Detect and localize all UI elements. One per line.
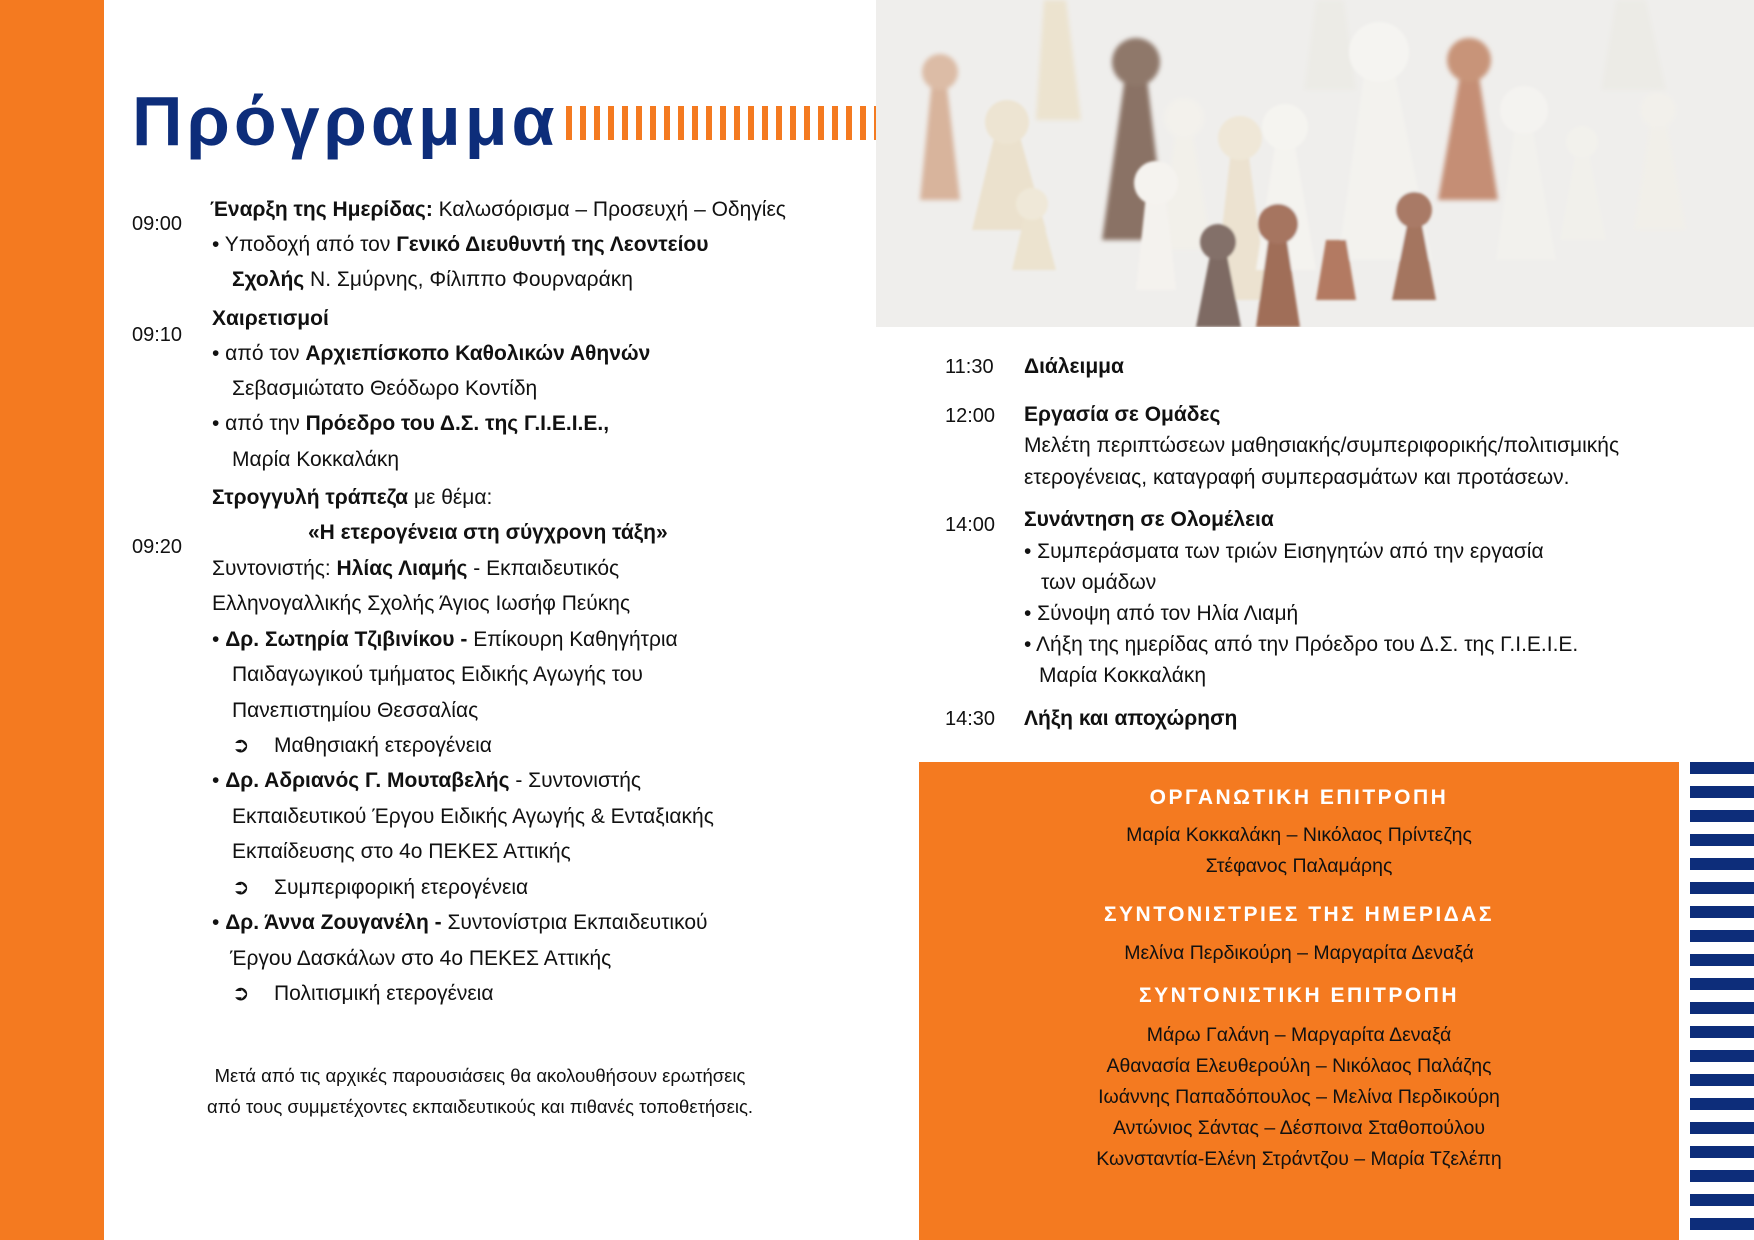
schedule-line xyxy=(1024,507,1274,533)
text: με θέμα: xyxy=(408,486,493,509)
schedule-line xyxy=(230,946,611,972)
right-stripes-decoration xyxy=(1690,762,1754,1240)
schedule-time: 09:10 xyxy=(132,324,183,346)
text: Συντονίστρια Εκπαιδευτικού xyxy=(441,911,708,934)
schedule-line xyxy=(1024,632,1578,658)
schedule-line xyxy=(1024,402,1220,428)
header-photo xyxy=(876,0,1754,327)
schedule-time: 14:00 xyxy=(945,514,996,536)
schedule-line xyxy=(212,306,329,332)
committee-heading: ΣΥΝΤΟΝΙΣΤΙΚΗ ΕΠΙΤΡΟΠΗ xyxy=(1139,984,1459,1007)
schedule-line xyxy=(1024,433,1619,459)
schedule-line xyxy=(1024,601,1298,627)
arrow-icon: ➲ xyxy=(232,982,250,1005)
schedule-line xyxy=(232,839,571,865)
schedule-line xyxy=(232,662,643,688)
schedule-line xyxy=(232,733,492,759)
text: • Συμπεράσματα των τριών Εισηγητών από την εργασία xyxy=(1024,540,1544,563)
text: Παιδαγωγικού τμήματος Ειδικής Αγωγής του xyxy=(232,663,643,686)
text: Μαρία Κοκκαλάκη xyxy=(1039,664,1207,687)
schedule-line xyxy=(212,232,708,258)
text: • xyxy=(212,769,226,792)
committee-member-line: Μάρω Γαλάνη – Μαργαρίτα Δεναξά xyxy=(1146,1024,1452,1046)
text: Πολιτισμική ετερογένεια xyxy=(274,982,494,1005)
text: Σεβασμιώτατο Θεόδωρο Κοντίδη xyxy=(232,377,538,400)
schedule-time: 11:30 xyxy=(945,356,994,378)
schedule-line xyxy=(232,376,537,402)
schedule-line xyxy=(212,910,708,936)
text: Έργου Δασκάλων στο 4ο ΠΕΚΕΣ Αττικής xyxy=(230,947,612,970)
schedule-line xyxy=(1039,663,1206,689)
bold-text: Δρ. Άννα Ζουγανέλη - xyxy=(225,911,442,934)
text: ετερογένειας, καταγραφή συμπερασμάτων και προτάσεων. xyxy=(1024,466,1570,489)
schedule-line xyxy=(232,804,714,830)
bold-text: Στρογγυλή τράπεζα xyxy=(212,486,409,509)
schedule-time: 12:00 xyxy=(945,405,996,427)
bold-text: Δρ. Σωτηρία Τζιβινίκου - xyxy=(225,628,468,651)
text: Μαθησιακή ετερογένεια xyxy=(274,734,492,757)
left-orange-bar xyxy=(0,0,104,1240)
arrow-icon: ➲ xyxy=(232,876,250,899)
text: • από τον xyxy=(212,342,306,365)
schedule-line xyxy=(212,411,609,437)
title-stripes-decoration xyxy=(566,106,876,140)
schedule-line xyxy=(212,556,619,582)
schedule-time: 09:00 xyxy=(132,213,183,235)
arrow-icon: ➲ xyxy=(232,734,250,757)
text: • Σύνοψη από τον Ηλία Λιαμή xyxy=(1024,602,1299,625)
committee-heading: ΣΥΝΤΟΝΙΣΤΡΙΕΣ ΤΗΣ ΗΜΕΡΙΔΑΣ xyxy=(1103,903,1495,926)
schedule-line xyxy=(212,627,678,653)
schedule-line xyxy=(308,520,668,546)
bold-text: Διάλειμμα xyxy=(1024,355,1124,378)
schedule-line xyxy=(212,341,650,367)
text: Εκπαίδευσης στο 4ο ΠΕΚΕΣ Αττικής xyxy=(232,840,571,863)
schedule-line xyxy=(210,197,786,223)
text: Ελληνογαλλικής Σχολής Άγιος Ιωσήφ Πεύκης xyxy=(212,592,631,615)
schedule-line xyxy=(212,485,492,511)
schedule-line xyxy=(232,875,528,901)
schedule-time: 09:20 xyxy=(132,536,183,558)
footnote-line: Μετά από τις αρχικές παρουσιάσεις θα ακολουθήσουν ερωτήσεις xyxy=(214,1065,746,1086)
wooden-figures-image xyxy=(876,0,1754,327)
text: Μαρία Κοκκαλάκη xyxy=(232,448,400,471)
committee-member-line: Ιωάννης Παπαδόπουλος – Μελίνα Περδικούρη xyxy=(1098,1086,1500,1108)
schedule-line xyxy=(212,591,630,617)
footnote-line: από τους συμμετέχοντες εκπαιδευτικούς και πιθανές τοποθετήσεις. xyxy=(207,1096,753,1117)
text: Συμπεριφορική ετερογένεια xyxy=(274,876,529,899)
schedule-line xyxy=(1024,354,1124,380)
text: • Υποδοχή από τον xyxy=(212,233,397,256)
schedule-line xyxy=(1024,539,1544,565)
schedule-line xyxy=(212,768,641,794)
bold-text: Λήξη και αποχώρηση xyxy=(1024,707,1238,730)
bold-text: Έναρξη της Ημερίδας: xyxy=(210,198,433,221)
schedule-time: 14:30 xyxy=(945,708,996,730)
schedule-line xyxy=(232,447,399,473)
bold-text: Χαιρετισμοί xyxy=(212,307,329,330)
text: - Συντονιστής xyxy=(509,769,642,792)
bold-text: Δρ. Αδριανός Γ. Μουταβελής xyxy=(225,769,510,792)
committee-member-line: Αντώνιος Σάντας – Δέσποινα Σταθοπούλου xyxy=(1112,1117,1485,1139)
committee-heading: ΟΡΓΑΝΩΤΙΚΗ ΕΠΙΤΡΟΠΗ xyxy=(1149,786,1449,809)
schedule-line xyxy=(1024,465,1570,491)
committee-box xyxy=(919,762,1679,1240)
text: • xyxy=(212,911,226,934)
text: των ομάδων xyxy=(1041,571,1157,594)
bold-text: Ηλίας Λιαμής xyxy=(336,557,468,580)
text: • από την xyxy=(212,412,306,435)
text: Εκπαιδευτικού Έργου Ειδικής Αγωγής & Ενταξιακής xyxy=(232,805,714,828)
bold-text: Σχολής xyxy=(232,268,305,291)
text: Μελέτη περιπτώσεων μαθησιακής/συμπεριφορικής/πολιτισμικής xyxy=(1024,434,1620,457)
schedule-line xyxy=(232,698,478,724)
bold-text: Γενικό Διευθυντή της Λεοντείου xyxy=(396,233,709,256)
schedule-line xyxy=(232,267,633,293)
bold-text: Αρχιεπίσκοπο Καθολικών Αθηνών xyxy=(305,342,651,365)
committee-member-line: Μαρία Κοκκαλάκη – Νικόλαος Πρίντεζης xyxy=(1126,824,1472,846)
committee-member-line: Αθανασία Ελευθερούλη – Νικόλαος Παλάζης xyxy=(1106,1055,1492,1077)
committee-member-line: Κωνσταντία-Ελένη Στράντζου – Μαρία Τζελέπη xyxy=(1096,1148,1502,1170)
text: • xyxy=(212,628,226,651)
footnote xyxy=(140,1060,820,1122)
page-title: Πρόγραμμα xyxy=(132,82,559,160)
committee-member-line: Μελίνα Περδικούρη – Μαργαρίτα Δεναξά xyxy=(1124,942,1474,964)
text: - Εκπαιδευτικός xyxy=(467,557,620,580)
text: Συντονιστής: xyxy=(212,557,337,580)
text: Ν. Σμύρνης, Φίλιππο Φουρναράκη xyxy=(304,268,633,291)
schedule-line xyxy=(232,981,494,1007)
text: Καλωσόρισμα – Προσευχή – Οδηγίες xyxy=(432,198,786,221)
bold-text: Συνάντηση σε Ολομέλεια xyxy=(1024,508,1274,531)
bold-text: Πρόεδρο του Δ.Σ. της Γ.Ι.Ε.Ι.Ε., xyxy=(305,412,610,435)
bold-text: Εργασία σε Ομάδες xyxy=(1024,403,1221,426)
text: Πανεπιστημίου Θεσσαλίας xyxy=(232,699,479,722)
schedule-line xyxy=(1024,706,1237,732)
bold-text: «Η ετερογένεια στη σύγχρονη τάξη» xyxy=(308,521,668,544)
schedule-line xyxy=(1041,570,1156,596)
text: • Λήξη της ημερίδας από την Πρόεδρο του Δ.Σ. της Γ.Ι.Ε.Ι.Ε. xyxy=(1024,633,1579,656)
text: Επίκουρη Καθηγήτρια xyxy=(467,628,678,651)
committee-member-line: Στέφανος Παλαμάρης xyxy=(1205,855,1393,877)
